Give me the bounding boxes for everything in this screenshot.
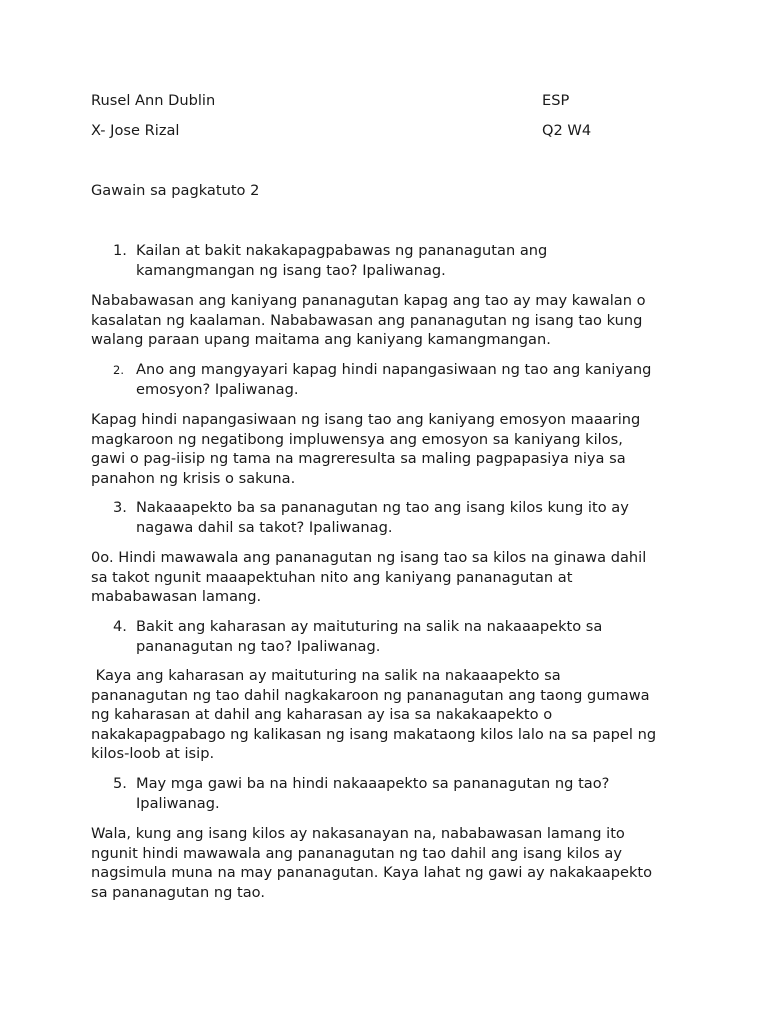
- question-number: 2.: [113, 363, 124, 377]
- answer-4: [91, 666, 681, 764]
- answer-line: 0o. Hindi mawawala ang pananagutan ng isang tao sa kilos na ginawa dahil: [91, 549, 647, 566]
- question-line: Nakaaapekto ba sa pananagutan ng tao ang isang kilos kung ito ay: [136, 499, 629, 516]
- answer-line: magkaroon ng negatibong impluwensya ang emosyon sa kaniyang kilos,: [91, 430, 623, 448]
- question-line: pananagutan ng tao? Ipaliwanag.: [136, 637, 381, 655]
- answer-line: kilos-loob at isip.: [91, 745, 215, 762]
- question-number: 1.: [113, 242, 127, 259]
- answer-line: Nababawasan ang kaniyang pananagutan kapag ang tao ay may kawalan o: [91, 292, 646, 309]
- answer-line: Kaya ang kaharasan ay maituturing na salik na nakaaapekto sa: [91, 667, 561, 684]
- student-section: X- Jose Rizal: [91, 122, 180, 139]
- question-line: Ano ang mangyayari kapag hindi napangasiwaan ng tao ang kaniyang: [136, 361, 652, 378]
- answer-line: Wala, kung ang isang kilos ay nakasanayan na, nababawasan lamang ito: [91, 825, 625, 842]
- student-name: Rusel Ann Dublin: [91, 92, 216, 109]
- answer-line: ng kaharasan at dahil ang kaharasan ay isa sa nakakaapekto o: [91, 706, 553, 723]
- question-1: [91, 241, 691, 280]
- answer-line: gawi o pag-iisip ng tama na magreresulta sa maling pagpapasiya niya sa: [91, 450, 626, 467]
- answer-line: Kapag hindi napangasiwaan ng isang tao ang kaniyang emosyon maaaring: [91, 411, 641, 428]
- question-4: [91, 617, 691, 656]
- answer-1: [91, 291, 681, 350]
- question-line: May mga gawi ba na hindi nakaaapekto sa pananagutan ng tao?: [136, 775, 610, 792]
- question-number: 3.: [113, 499, 127, 516]
- answer-line: sa takot ngunit maaapektuhan nito ang kaniyang pananagutan at: [91, 568, 573, 586]
- subject-label: ESP: [542, 92, 570, 109]
- answer-line: nagsimula muna na may pananagutan. Kaya lahat ng gawi ay nakakaapekto: [91, 864, 653, 881]
- question-2: [91, 360, 691, 399]
- answer-line: kasalatan ng kaalaman. Nababawasan ang pananagutan ng isang tao kung: [91, 311, 643, 329]
- answer-3: [91, 548, 681, 607]
- question-line: Bakit ang kaharasan ay maituturing na salik na nakaaapekto sa: [136, 618, 603, 635]
- answer-line: nakakapagpabago ng kalikasan ng isang makataong kilos lalo na sa papel ng: [91, 725, 657, 743]
- answer-line: walang paraan upang maitama ang kaniyang kamangmangan.: [91, 331, 551, 348]
- answer-line: sa pananagutan ng tao.: [91, 883, 265, 901]
- question-5: [91, 774, 691, 813]
- activity-title: Gawain sa pagkatuto 2: [91, 182, 260, 199]
- answer-line: panahon ng krisis o sakuna.: [91, 469, 296, 487]
- quarter-week-label: Q2 W4: [542, 122, 592, 139]
- answer-line: mababawasan lamang.: [91, 588, 262, 605]
- question-number: 4.: [113, 618, 127, 635]
- question-line: Ipaliwanag.: [136, 794, 220, 812]
- question-3: [91, 498, 691, 537]
- question-number: 5.: [113, 775, 127, 792]
- answer-line: pananagutan ng tao dahil nagkakaroon ng pananagutan ang taong gumawa: [91, 686, 650, 704]
- question-line: emosyon? Ipaliwanag.: [136, 380, 299, 398]
- answer-line: ngunit hindi mawawala ang pananagutan ng tao dahil ang isang kilos ay: [91, 844, 622, 862]
- answer-5: [91, 824, 681, 902]
- question-line: Kailan at bakit nakakapagpabawas ng pananagutan ang: [136, 242, 548, 259]
- question-line: nagawa dahil sa takot? Ipaliwanag.: [136, 518, 393, 536]
- answer-2: [91, 410, 681, 488]
- question-line: kamangmangan ng isang tao? Ipaliwanag.: [136, 261, 446, 279]
